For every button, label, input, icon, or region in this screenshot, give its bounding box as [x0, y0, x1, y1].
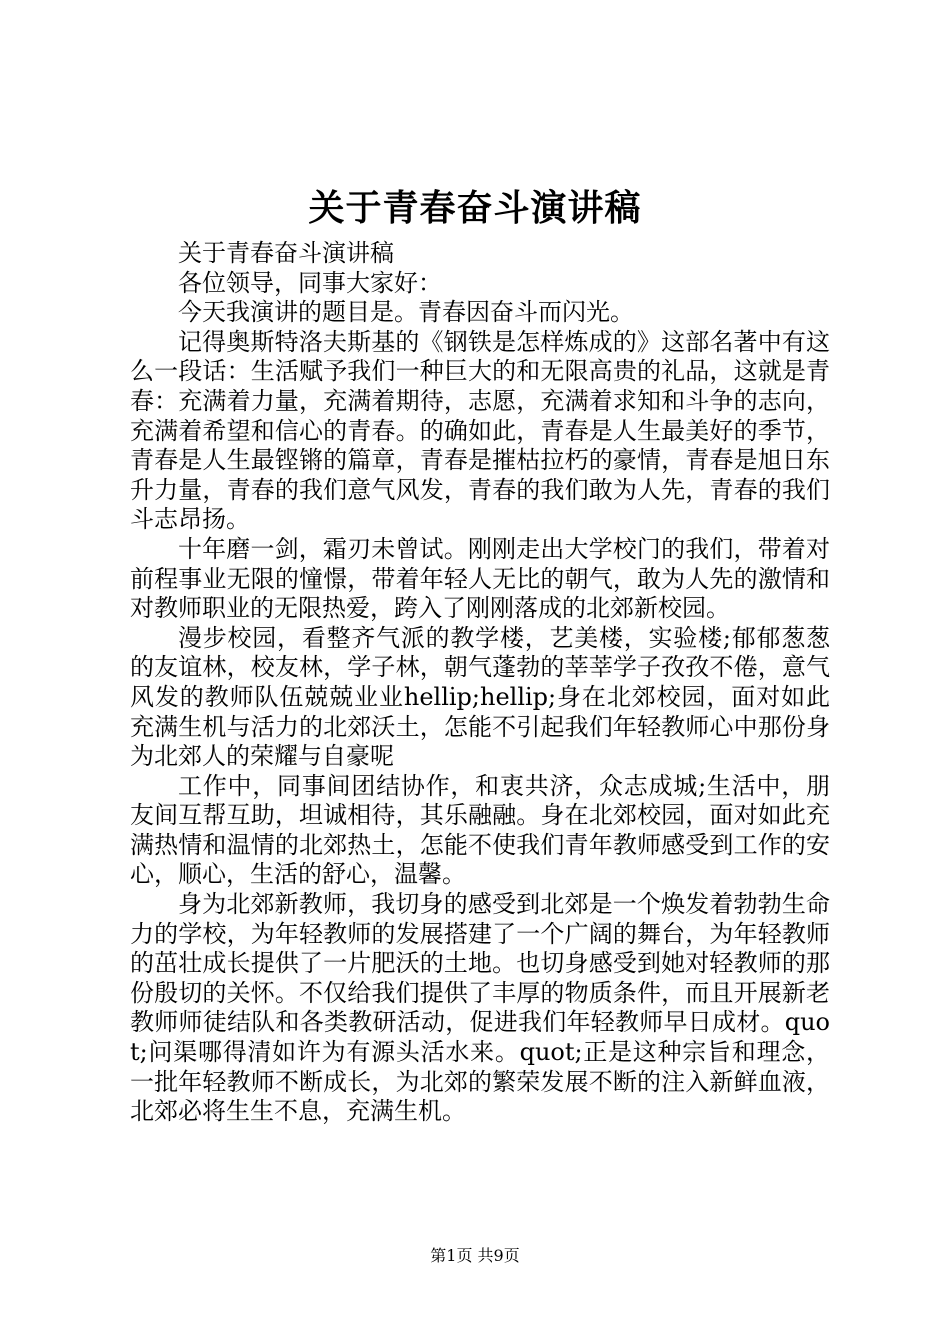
- paragraph-topic: 今天我演讲的题目是。青春因奋斗而闪光。: [178, 298, 634, 327]
- paragraph-campus-walk: 漫步校园，看整齐气派的教学楼，艺美楼，实验楼;郁郁葱葱的友谊林，校友林，学子林，朝气蓬勃的莘莘学子孜孜不倦，意气风发的教师队伍兢兢业业hellip;hellip;身在北郊校园，面对如此充满生机与活力的北郊沃土，怎能不引起我们年轻教师心中那份身为北郊人的荣耀与自豪呢: [130, 623, 830, 771]
- paragraph-quote: 记得奥斯特洛夫斯基的《钢铁是怎样炼成的》这部名著中有这么一段话：生活赋予我们一种巨大的和无限高贵的礼品，这就是青春：充满着力量，充满着期待，志愿，充满着求知和斗争的志向，充满着希望和信心的青春。的确如此，青春是人生最美好的季节，青春是人生最铿锵的篇章，青春是摧枯拉朽的豪情，青春是旭日东升力量，青春的我们意气风发，青春的我们敢为人先，青春的我们斗志昂扬。: [130, 327, 830, 534]
- document-title: 关于青春奋斗演讲稿: [308, 187, 642, 229]
- paragraph-new-teacher: 身为北郊新教师，我切身的感受到北郊是一个焕发着勃勃生命力的学校，为年轻教师的发展搭建了一个广阔的舞台，为年轻教师的茁壮成长提供了一片肥沃的土地。也切身感受到她对轻教师的那份殷切的关怀。不仅给我们提供了丰厚的物质条件，而且开展新老教师师徒结队和各类教研活动，促进我们年轻教师早日成材。quot;问渠哪得清如许为有源头活水来。quot;正是这种宗旨和理念，一批年轻教师不断成长，为北郊的繁荣发展不断的注入新鲜血液，北郊必将生生不息，充满生机。: [130, 890, 830, 1126]
- page-number-footer: 第1页 共9页: [430, 1246, 520, 1265]
- paragraph-colleagues: 工作中，同事间团结协作，和衷共济，众志成城;生活中，朋友间互帮互助，坦诚相待，其乐融融。身在北郊校园，面对如此充满热情和温情的北郊热土，怎能不使我们青年教师感受到工作的安心，顺心，生活的舒心，温馨。: [130, 771, 830, 889]
- document-body: [130, 239, 830, 1127]
- paragraph-heading: 关于青春奋斗演讲稿: [178, 239, 394, 267]
- paragraph-greeting: 各位领导，同事大家好：: [178, 268, 442, 297]
- paragraph-campus-entry: 十年磨一剑，霜刃未曾试。刚刚走出大学校门的我们，带着对前程事业无限的憧憬，带着年轻人无比的朝气，敢为人先的激情和对教师职业的无限热爱，跨入了刚刚落成的北郊新校园。: [130, 534, 830, 623]
